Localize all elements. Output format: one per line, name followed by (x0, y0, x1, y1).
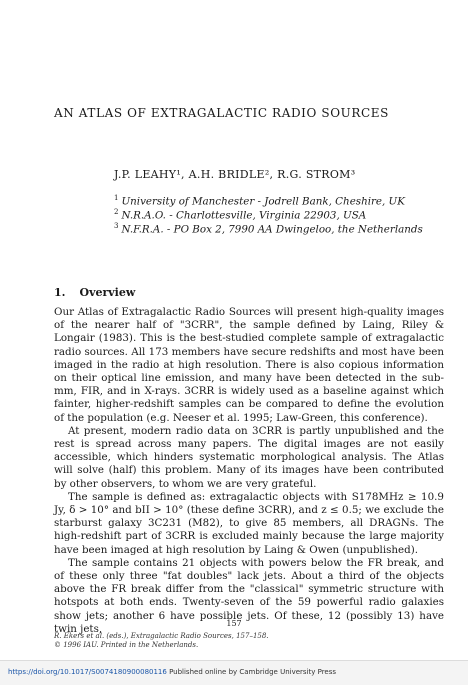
affiliation-2 (114, 208, 444, 221)
section-heading (54, 286, 135, 299)
affiliation-3 (114, 222, 444, 235)
footer-bar (0, 660, 468, 685)
doi-footer (8, 668, 336, 676)
affiliation-text: University of Manchester - Jodrell Bank, Cheshire, UK (121, 195, 405, 208)
paragraph-1: Our Atlas of Extragalactic Radio Sources will present high-quality images of the nearer half of "3CRR", the sample defined by Laing, Riley & Longair (1983). This is the best-studied complete sample of extragalactic radio sources. All 173 members have secure redshifts and most have been imaged in the radio at high resolution. There is also copious information on their optical line emission, and many have been detected in the sub-mm, FIR, and in X-rays. 3CRR is widely used as a baseline against which fainter, higher-redshift samples can be compared to define the evolution of the population (e.g. Neeser et al. 1995; Law-Green, this conference). (54, 306, 444, 424)
citation-note (54, 632, 444, 650)
paragraph-4: The sample contains 21 objects with powers below the FR break, and of these only three "fat doubles" lack jets. About a third of the objects above the FR break differ from the "classical" symmetric structure with hotspots at both ends. Twenty-seven of the 59 powerful radio galaxies show jets; another 6 have possible jets. Of these, 12 (possibly 13) have twin jets, (54, 556, 444, 635)
affiliation-text: N.F.R.A. - PO Box 2, 7990 AA Dwingeloo, the Netherlands (121, 223, 423, 236)
author-list: J.P. LEAHY¹, A.H. BRIDLE², R.G. STROM³ (114, 168, 356, 181)
copyright-line: © 1996 IAU. Printed in the Netherlands. (54, 641, 199, 649)
paragraph-2: At present, modern radio data on 3CRR is partly unpublished and the rest is spread across many papers. The digital images are not easily accessible, which hinders systematic morphological analysis. The Atlas will solve (half) this problem. Many of its images have been contributed by other observers, to whom we are very grateful. (54, 424, 444, 490)
affiliation-mark: 3 (114, 222, 119, 230)
doi-link[interactable]: https://doi.org/10.1017/S0074180900080116 (8, 668, 167, 676)
citation-line: R. Ekers et al. (eds.), Extragalactic Radio Sources, 157–158. (54, 632, 269, 640)
paragraph-3: The sample is defined as: extragalactic objects with S178MHz ≥ 10.9 Jy, δ > 10° and bII > 10° (these define 3CRR), and z ≤ 0.5; we exclude the starburst galaxy 3C231 (M82), to give 85 members, all DRAGNs. The high-redshift part of 3CRR is excluded mainly because the large majority have been imaged at high resolution by Laing & Owen (unpublished). (54, 490, 444, 556)
page-number: 157 (226, 619, 242, 628)
affiliation-mark: 1 (114, 194, 119, 202)
section-title: Overview (79, 286, 136, 299)
publisher-note: Published online by Cambridge University Press (166, 668, 337, 676)
affiliation-mark: 2 (114, 208, 119, 216)
paper-title: AN ATLAS OF EXTRAGALACTIC RADIO SOURCES (54, 106, 389, 120)
section-number: 1. (54, 286, 66, 299)
affiliation-text: N.R.A.O. - Charlottesville, Virginia 22903, USA (121, 209, 367, 222)
body-text (54, 306, 444, 636)
affiliation-1 (114, 194, 444, 207)
